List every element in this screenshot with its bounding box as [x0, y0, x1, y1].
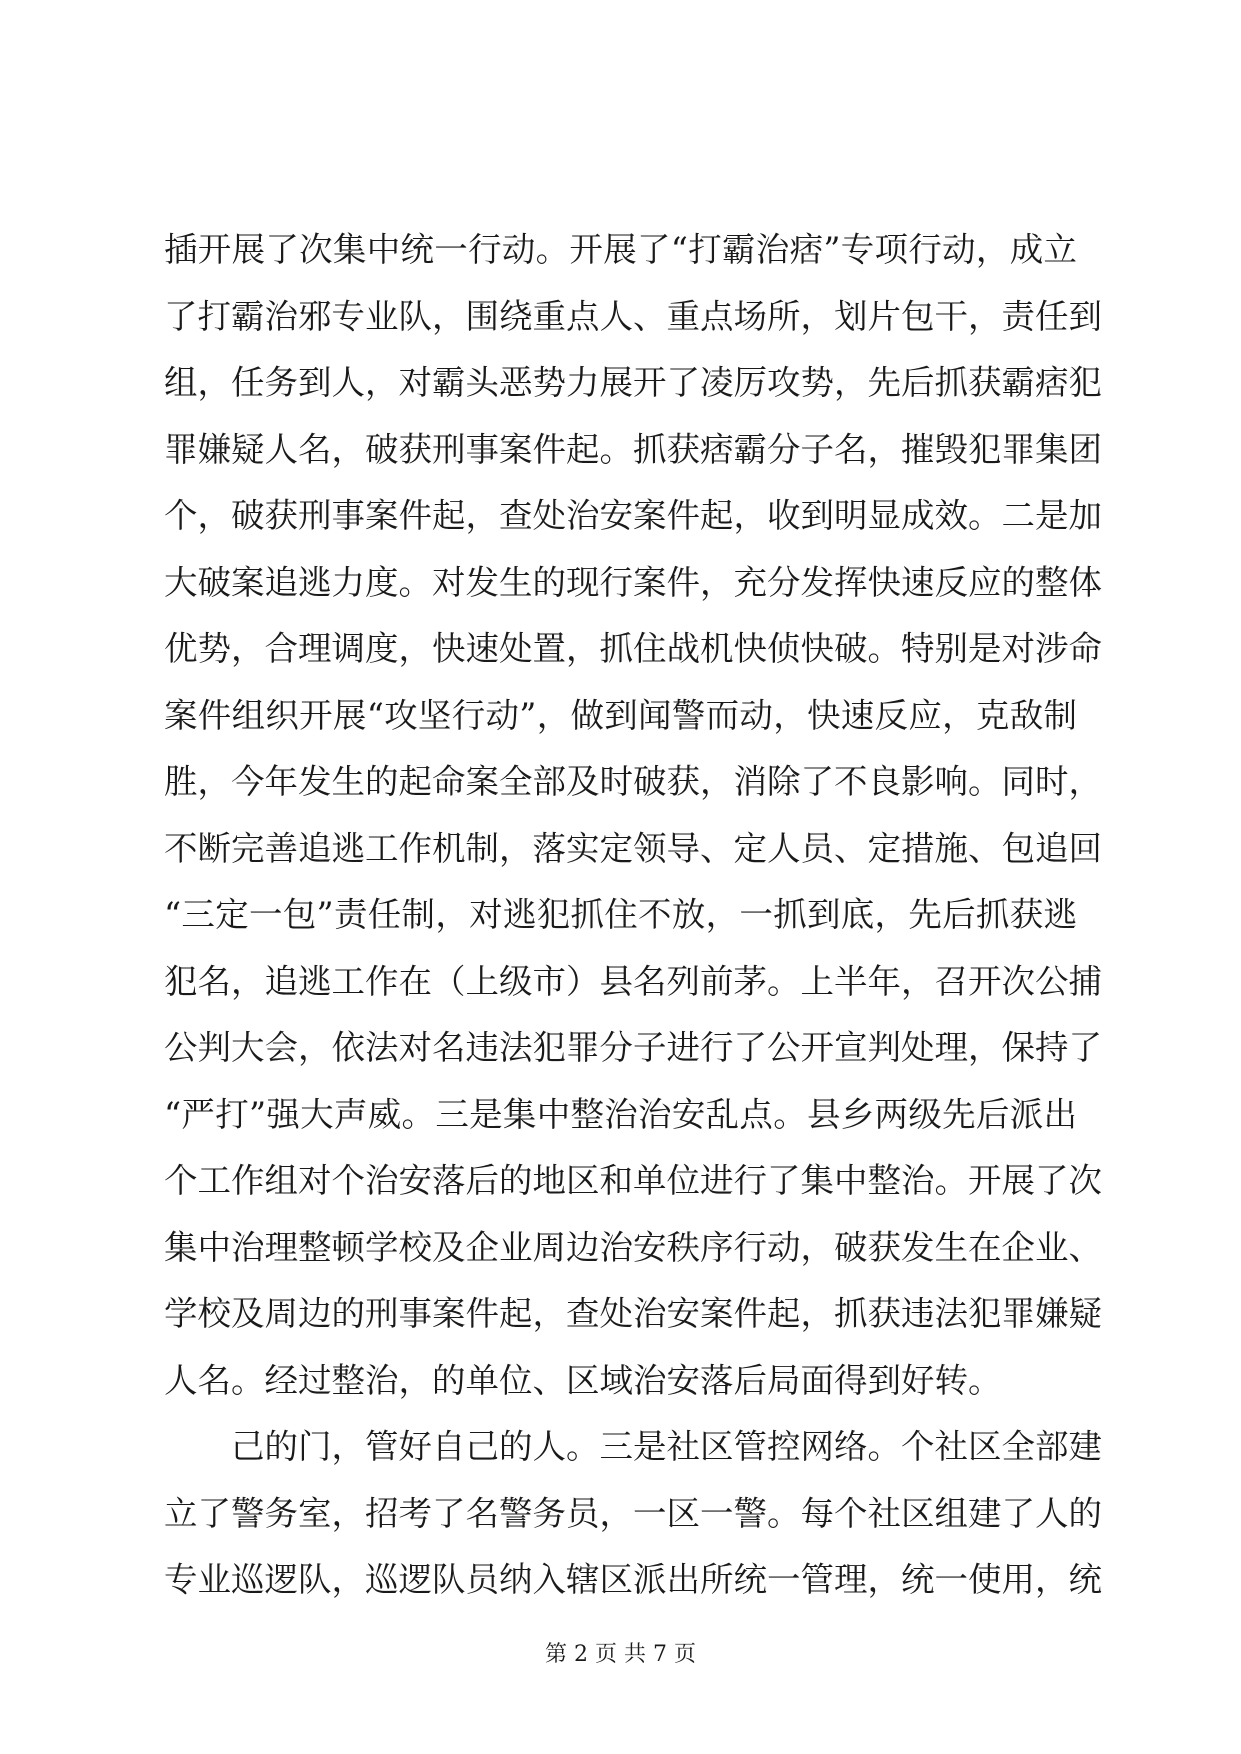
text-line: 专业巡逻队，巡逻队员纳入辖区派出所统一管理，统一使用，统 — [164, 1560, 1102, 1599]
page-number-footer: 第 2 页 共 7 页 — [545, 1642, 696, 1667]
text-line: 犯名，追逃工作在（上级市）县名列前茅。上半年，召开次公捕 — [164, 961, 1102, 1001]
text-line: 插开展了次集中统一行动。开展了“打霸治痞”专项行动，成立 — [164, 230, 1077, 269]
text-line: 公判大会，依法对名违法犯罪分子进行了公开宣判处理，保持了 — [164, 1028, 1102, 1067]
paragraph — [164, 217, 1102, 1414]
text-line: 己的门，管好自己的人。三是社区管控网络。个社区全部建 — [231, 1427, 1102, 1466]
text-line: 组，任务到人，对霸头恶势力展开了凌厉攻势，先后抓获霸痞犯 — [164, 363, 1102, 402]
text-line: 不断完善追逃工作机制，落实定领导、定人员、定措施、包追回 — [164, 828, 1102, 868]
text-line: 人名。经过整治，的单位、区域治安落后局面得到好转。 — [164, 1360, 1002, 1400]
text-line: 学校及周边的刑事案件起，查处治安案件起，抓获违法犯罪嫌疑 — [164, 1294, 1102, 1333]
text-line: 集中治理整顿学校及企业周边治安秩序行动，破获发生在企业、 — [164, 1227, 1102, 1267]
text-line: 案件组织开展“攻坚行动”，做到闻警而动，快速反应，克敌制 — [164, 695, 1077, 735]
text-line: “严打”强大声威。三是集中整治治安乱点。县乡两级先后派出 — [164, 1094, 1077, 1134]
text-line: 了打霸治邪专业队，围绕重点人、重点场所，划片包干，责任到 — [164, 296, 1102, 336]
text-line: 个工作组对个治安落后的地区和单位进行了集中整治。开展了次 — [164, 1161, 1102, 1200]
text-line: 胜，今年发生的起命案全部及时破获，消除了不良影响。同时， — [164, 762, 1102, 801]
document-body — [164, 217, 1102, 1614]
text-line: “三定一包”责任制，对逃犯抓住不放，一抓到底，先后抓获逃 — [164, 895, 1077, 934]
text-line: 优势，合理调度，快速处置，抓住战机快侦快破。特别是对涉命 — [164, 629, 1102, 668]
text-line: 个，破获刑事案件起，查处治安案件起，收到明显成效。二是加 — [164, 496, 1102, 535]
paragraph — [164, 1414, 1102, 1614]
text-line: 罪嫌疑人名，破获刑事案件起。抓获痞霸分子名，摧毁犯罪集团 — [164, 429, 1102, 469]
text-line: 大破案追逃力度。对发生的现行案件，充分发挥快速反应的整体 — [164, 562, 1102, 602]
text-line: 立了警务室，招考了名警务员，一区一警。每个社区组建了人的 — [164, 1493, 1102, 1533]
